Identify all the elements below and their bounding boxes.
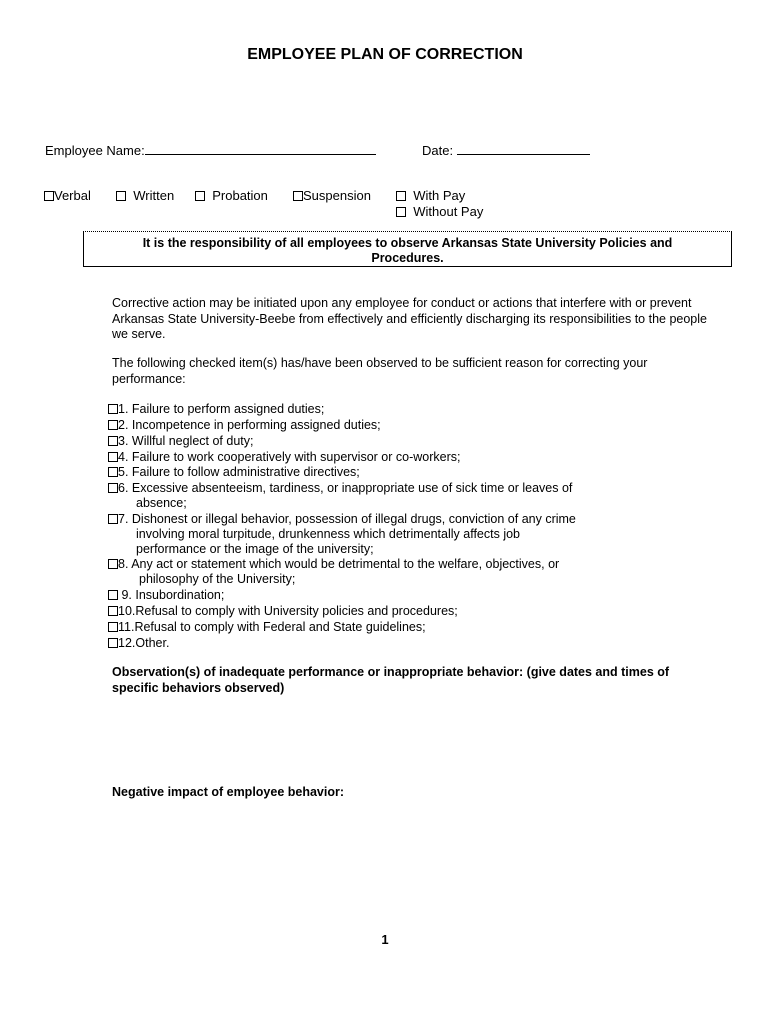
suspension-checkbox[interactable] bbox=[293, 191, 303, 201]
negative-impact-heading: Negative impact of employee behavior: bbox=[112, 785, 345, 799]
list-item bbox=[108, 481, 572, 497]
date-label: Date: bbox=[422, 143, 454, 158]
date-row bbox=[422, 142, 590, 159]
item-9-checkbox[interactable] bbox=[108, 590, 118, 600]
item-8-continuation: philosophy of the University; bbox=[139, 572, 296, 586]
observations-heading: Observation(s) of inadequate performance or inappropriate behavior: (give dates and times of specific behaviors observed) bbox=[112, 665, 670, 695]
option-verbal[interactable] bbox=[44, 188, 91, 204]
item-6-continuation: absence; bbox=[136, 496, 187, 510]
option-with-pay[interactable] bbox=[396, 188, 465, 204]
with-pay-label: With Pay bbox=[413, 188, 466, 203]
page-title: EMPLOYEE PLAN OF CORRECTION bbox=[247, 46, 523, 63]
item-10-checkbox[interactable] bbox=[108, 606, 118, 616]
item-7-checkbox[interactable] bbox=[108, 514, 118, 524]
item-5-checkbox[interactable] bbox=[108, 467, 118, 477]
item-7-continuation-2: performance or the image of the university; bbox=[136, 542, 374, 556]
item-2-text: 2. Incompetence in performing assigned duties; bbox=[118, 418, 381, 432]
written-checkbox[interactable] bbox=[116, 191, 126, 201]
corrective-action-paragraph: Corrective action may be initiated upon any employee for conduct or actions that interfere with or prevent Arkansas State University-Beebe from effectively and efficiently discharging its responsibilities to the people we serve. bbox=[112, 296, 707, 341]
suspension-label: Suspension bbox=[303, 188, 371, 203]
date-field[interactable] bbox=[457, 142, 590, 155]
list-item bbox=[108, 636, 169, 652]
list-item bbox=[108, 512, 576, 528]
list-item bbox=[108, 588, 224, 604]
item-4-text: 4. Failure to work cooperatively with supervisor or co-workers; bbox=[118, 450, 461, 464]
policy-notice-line1: It is the responsibility of all employees to observe Arkansas State University Policies and bbox=[142, 236, 673, 250]
verbal-label: Verbal bbox=[54, 188, 91, 203]
list-item bbox=[108, 402, 324, 418]
without-pay-checkbox[interactable] bbox=[396, 207, 406, 217]
item-1-text: 1. Failure to perform assigned duties; bbox=[118, 402, 325, 416]
page-number: 1 bbox=[381, 932, 389, 947]
item-10-text: 10.Refusal to comply with University policies and procedures; bbox=[118, 604, 458, 618]
item-6-checkbox[interactable] bbox=[108, 483, 118, 493]
checked-items-intro: The following checked item(s) has/have been observed to be sufficient reason for correcting your performance: bbox=[112, 356, 648, 386]
list-item bbox=[108, 557, 559, 573]
item-4-checkbox[interactable] bbox=[108, 452, 118, 462]
list-item bbox=[108, 465, 360, 481]
probation-label: Probation bbox=[212, 188, 268, 203]
item-8-text: 8. Any act or statement which would be detrimental to the welfare, objectives, or bbox=[118, 557, 560, 571]
option-without-pay[interactable] bbox=[396, 204, 483, 220]
item-12-checkbox[interactable] bbox=[108, 638, 118, 648]
option-suspension[interactable] bbox=[293, 188, 371, 204]
employee-name-field[interactable] bbox=[145, 142, 376, 155]
list-item bbox=[108, 604, 458, 620]
list-item bbox=[108, 434, 253, 450]
employee-name-label: Employee Name: bbox=[45, 143, 145, 158]
employee-name-row bbox=[45, 142, 376, 159]
probation-checkbox[interactable] bbox=[195, 191, 205, 201]
item-3-text: 3. Willful neglect of duty; bbox=[118, 434, 254, 448]
policy-notice-line2: Procedures. bbox=[371, 251, 444, 265]
item-2-checkbox[interactable] bbox=[108, 420, 118, 430]
item-11-checkbox[interactable] bbox=[108, 622, 118, 632]
item-9-text: 9. Insubordination; bbox=[121, 588, 225, 602]
item-7-text: 7. Dishonest or illegal behavior, possession of illegal drugs, conviction of any crime bbox=[118, 512, 576, 526]
option-written[interactable] bbox=[116, 188, 174, 204]
item-12-text: 12.Other. bbox=[118, 636, 170, 650]
written-label: Written bbox=[133, 188, 175, 203]
item-5-text: 5. Failure to follow administrative directives; bbox=[118, 465, 360, 479]
without-pay-label: Without Pay bbox=[413, 204, 484, 219]
list-item bbox=[108, 418, 381, 434]
item-6-text: 6. Excessive absenteeism, tardiness, or inappropriate use of sick time or leaves of bbox=[118, 481, 573, 495]
list-item bbox=[108, 620, 426, 636]
item-1-checkbox[interactable] bbox=[108, 404, 118, 414]
item-8-checkbox[interactable] bbox=[108, 559, 118, 569]
list-item bbox=[108, 450, 460, 466]
option-probation[interactable] bbox=[195, 188, 268, 204]
item-3-checkbox[interactable] bbox=[108, 436, 118, 446]
verbal-checkbox[interactable] bbox=[44, 191, 54, 201]
item-7-continuation-1: involving moral turpitude, drunkenness which detrimentally affects job bbox=[136, 527, 520, 541]
with-pay-checkbox[interactable] bbox=[396, 191, 406, 201]
item-11-text: 11.Refusal to comply with Federal and State guidelines; bbox=[118, 620, 426, 634]
policy-notice-box bbox=[83, 231, 732, 267]
